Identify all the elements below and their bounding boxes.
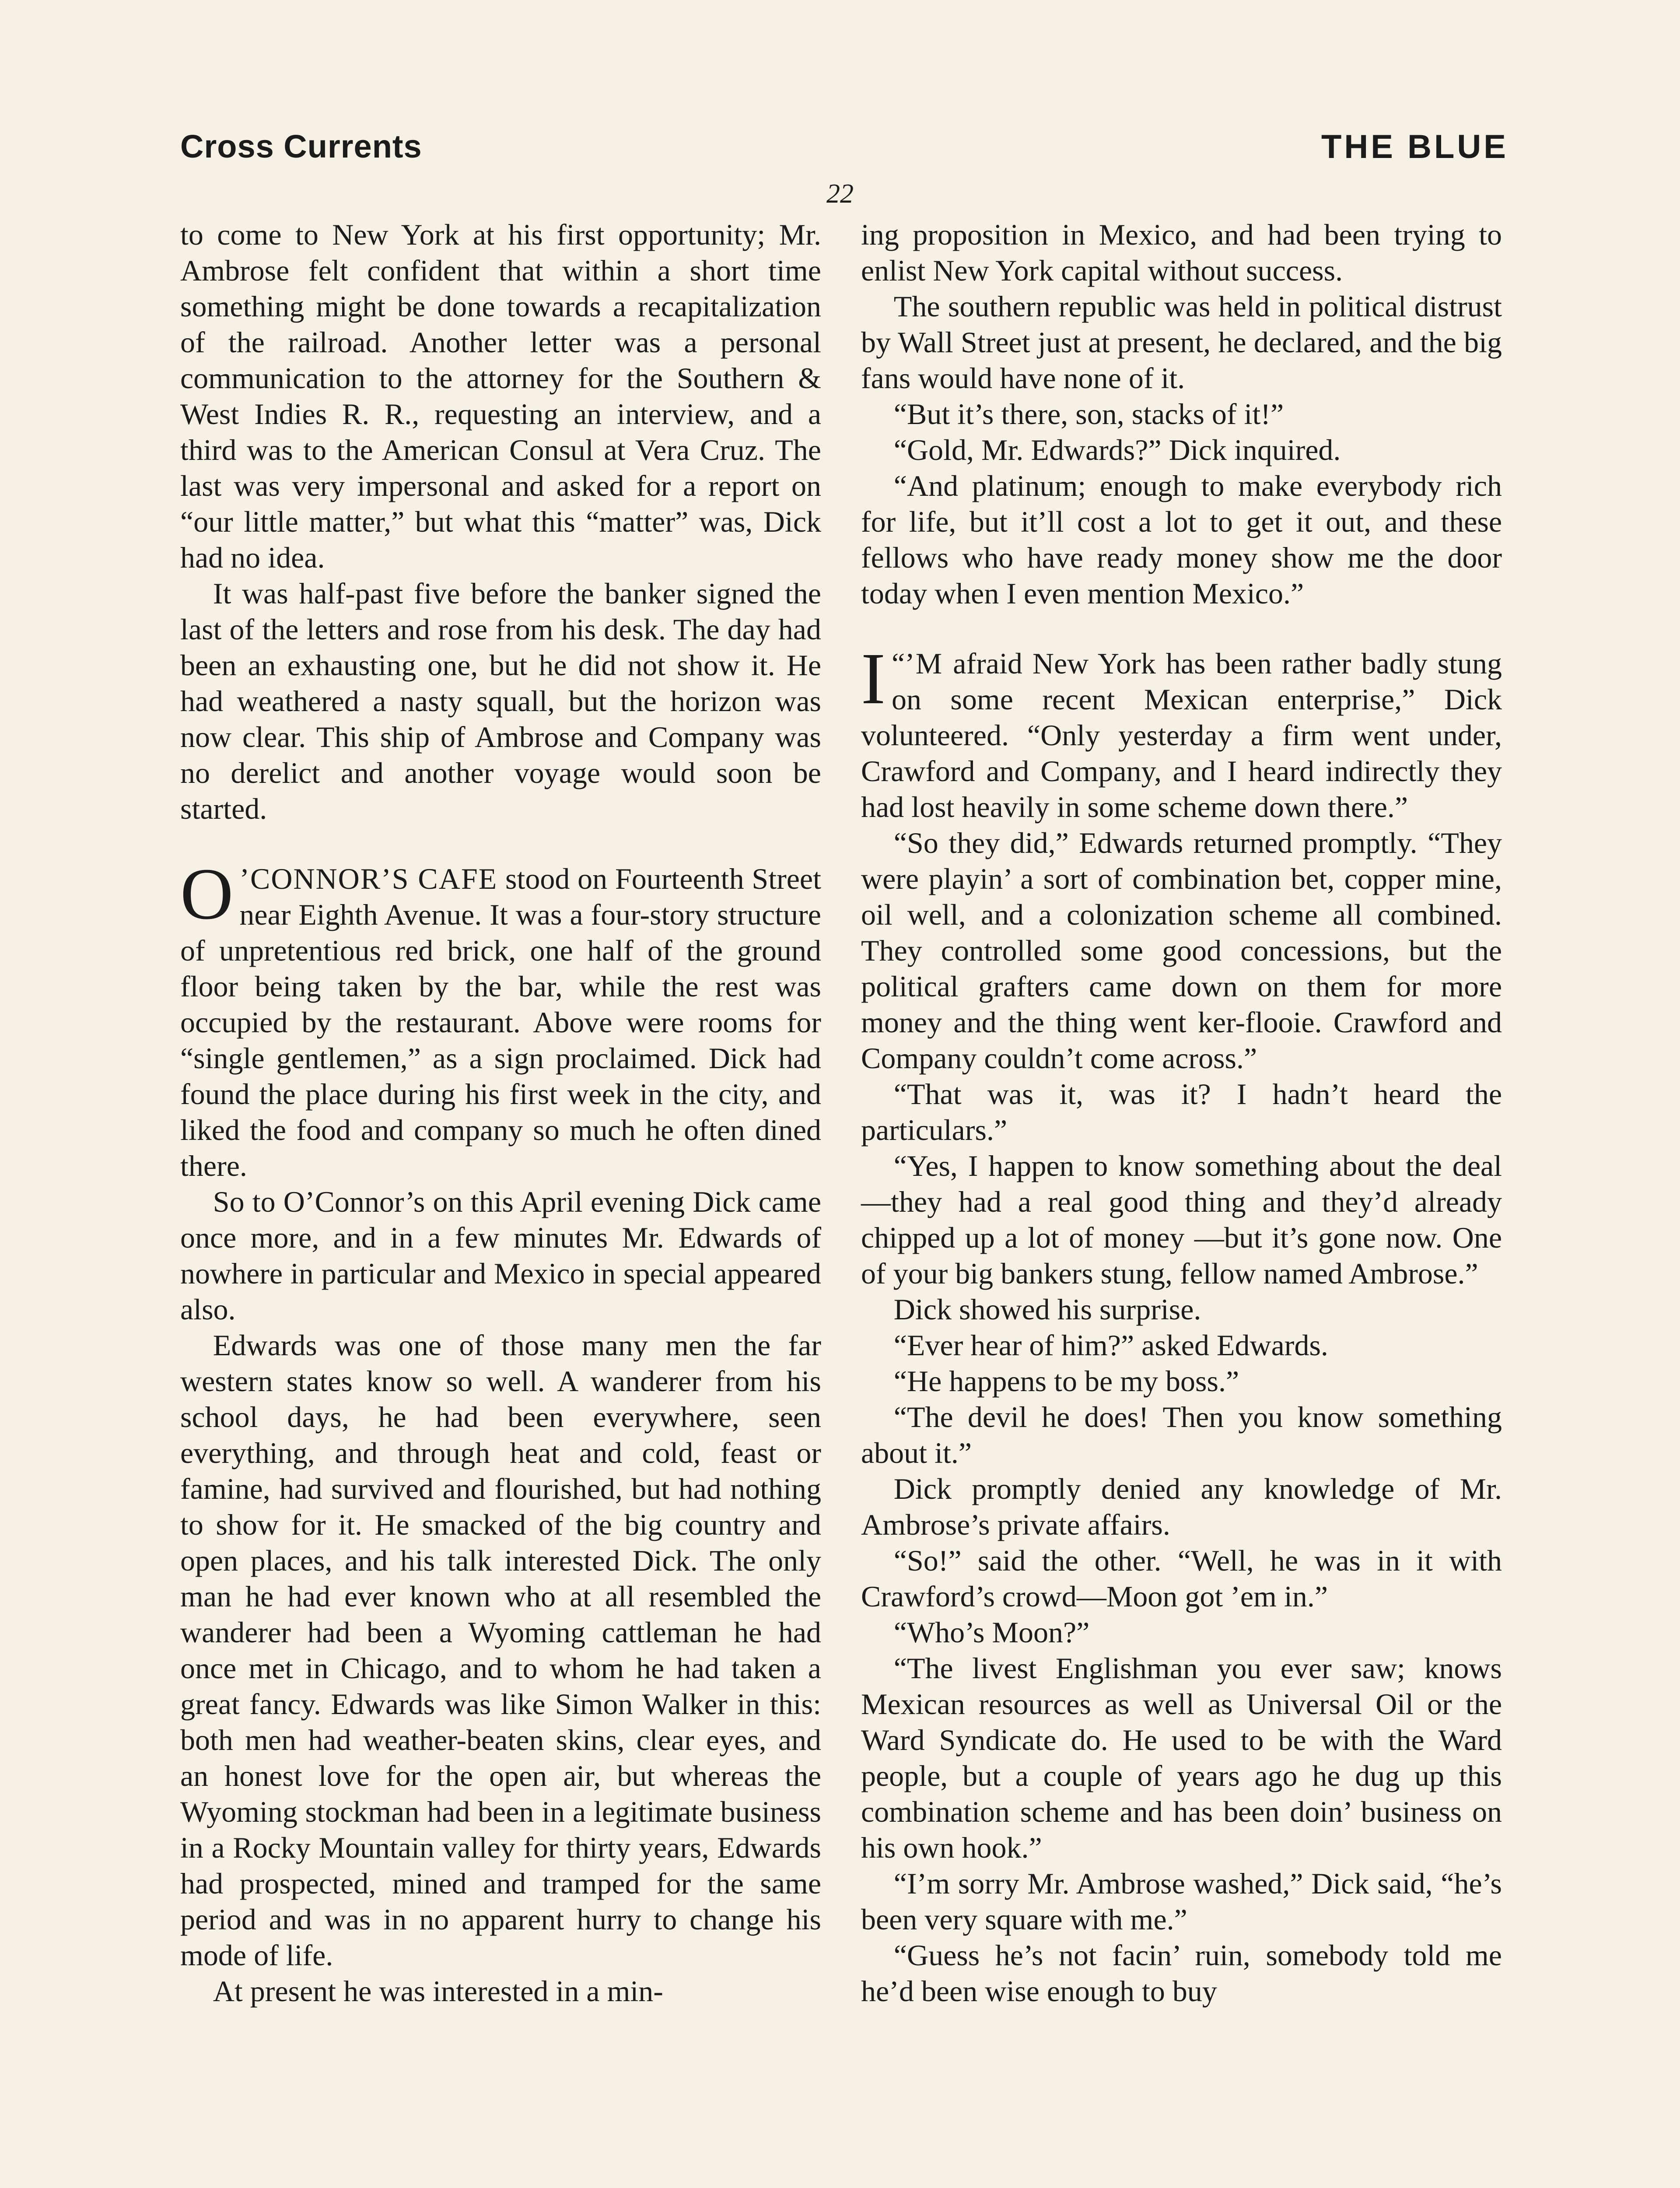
paragraph: “The devil he does! Then you know something about it.” (861, 1400, 1502, 1469)
paragraph: to come to New York at his first opportunity; Mr. Ambrose felt confident that within a short time something might be done towards a recapitalization of the railroad. Another letter was a personal communication to the attorney for the Southern & West Indies R. R., requesting an interview, and a third was to the American Consul at Vera Cruz. The last was very impersonal and asked for a report on “our little matter,” but what this “matter” was, Dick had no idea. (180, 218, 821, 574)
right-column (861, 217, 1502, 2009)
section-start-paragraph (180, 853, 821, 1184)
page-header (180, 128, 1508, 176)
paragraph: So to O’Connor’s on this April evening Dick came once more, and in a few minutes Mr. Edwards of nowhere in particular and Mexico in special appeared also. (180, 1185, 821, 1326)
paragraph: “So they did,” Edwards returned promptly. “They were playin’ a sort of combination bet, copper mine, oil well, and a colonization scheme all combined. They controlled some good concessions, but the political grafters came down on them for more money and the thing went ker-flooie. Crawford and Company couldn’t come across.” (861, 826, 1502, 1075)
paragraph-text: afraid New York has been rather badly stung on some recent Mexican enterprise,” Dick volunteered. “Only yesterday a firm went under, Crawford and Company, and I heard indirectly they had lost heavily in some scheme down there.” (861, 647, 1502, 824)
paragraph: “I’m sorry Mr. Ambrose washed,” Dick said, “he’s been very square with me.” (861, 1867, 1502, 1936)
paragraph: “Ever hear of him?” asked Edwards. (893, 1329, 1328, 1362)
drop-cap: O (180, 853, 234, 935)
paragraph: “Guess he’s not facin’ ruin, somebody told me he’d been wise enough to buy (861, 1939, 1502, 2008)
left-column (180, 217, 821, 2009)
section-start-paragraph: “ I ’M afraid New York has been rather badly stung on some recent Mexican enterprise,” Dick volunteered. “Only yesterday a firm went under, Crawford and Company, and I heard indirectly they had lost heavily in some scheme down there.” (861, 638, 1502, 824)
story-title: Cross Currents (180, 128, 422, 165)
paragraph: “And platinum; enough to make everybody rich for life, but it’ll cost a lot to get it out, and these fellows who have ready money show me the door today when I even mention Mexico.” (861, 469, 1502, 610)
paragraph: “Who’s Moon?” (893, 1616, 1090, 1649)
section-lead: ’CONNOR’S CAFE (239, 862, 498, 895)
section-lead: ’M (905, 647, 943, 680)
page-number: 22 (826, 179, 854, 209)
paragraph: “The livest Englishman you ever saw; knows Mexican resources as well as Universal Oil or the Ward Syndicate do. He used to be with the Ward people, but a couple of years ago he dug up this combination scheme and has been doin’ business on his own hook.” (861, 1652, 1502, 1864)
paragraph: Edwards was one of those many men the far western states know so well. A wanderer from his school days, he had been everywhere, seen everything, and through heat and cold, feast or famine, had survived and flourished, but had nothing to show for it. He smacked of the big country and open places, and his talk interested Dick. The only man he had ever known who at all resembled the wanderer had been a Wyoming cattleman he had once met in Chicago, and to whom he had taken a great fancy. Edwards was like Simon Walker in this: both men had weather-beaten skins, clear eyes, and an honest love for the open air, but whereas the Wyoming stockman had been in a legitimate business in a Rocky Mountain valley for thirty years, Edwards had prospected, mined and tramped for the same period and was in no apparent hurry to change his mode of life. (180, 1329, 821, 1972)
paragraph: The southern republic was held in political distrust by Wall Street just at present, he declared, and the big fans would have none of it. (861, 290, 1502, 395)
paragraph: “Gold, Mr. Edwards?” Dick inquired. (893, 433, 1341, 466)
paragraph: “So!” said the other. “Well, he was in it with Crawford’s crowd—Moon got ’em in.” (861, 1544, 1502, 1613)
paragraph: “That was it, was it? I hadn’t heard the particulars.” (861, 1077, 1502, 1147)
paragraph: “But it’s there, son, stacks of it!” (893, 397, 1284, 431)
paragraph: Dick promptly denied any knowledge of Mr. Ambrose’s private affairs. (861, 1472, 1502, 1541)
paragraph: It was half-past five before the banker signed the last of the letters and rose from his desk. The day had been an exhausting one, but he did not show it. He had weathered a nasty squall, but the horizon was now clear. This ship of Ambrose and Company was no derelict and another voyage would soon be started. (180, 577, 821, 825)
paragraph: “He happens to be my boss.” (893, 1364, 1239, 1398)
drop-cap: I (861, 638, 886, 719)
paragraph-text: stood on Fourteenth Street near Eighth Avenue. It was a four-story structure of unpretentious red brick, one half of the ground floor being taken by the bar, while the rest was occupied by the restaurant. Above were rooms for “single gentlemen,” as a sign proclaimed. Dick had found the place during his first week in the city, and liked the food and company so much he often dined there. (180, 862, 821, 1182)
paragraph: ing proposition in Mexico, and had been trying to enlist New York capital without success. (861, 218, 1502, 287)
paragraph: “Yes, I happen to know something about the deal—they had a real good thing and they’d already chipped up a lot of money —but it’s gone now. One of your big bankers stung, fellow named Ambrose.” (861, 1149, 1502, 1290)
paragraph: Dick showed his surprise. (893, 1293, 1201, 1326)
magazine-title: THE BLUE (1321, 128, 1508, 165)
paragraph: At present he was interested in a min- (213, 1974, 663, 2008)
